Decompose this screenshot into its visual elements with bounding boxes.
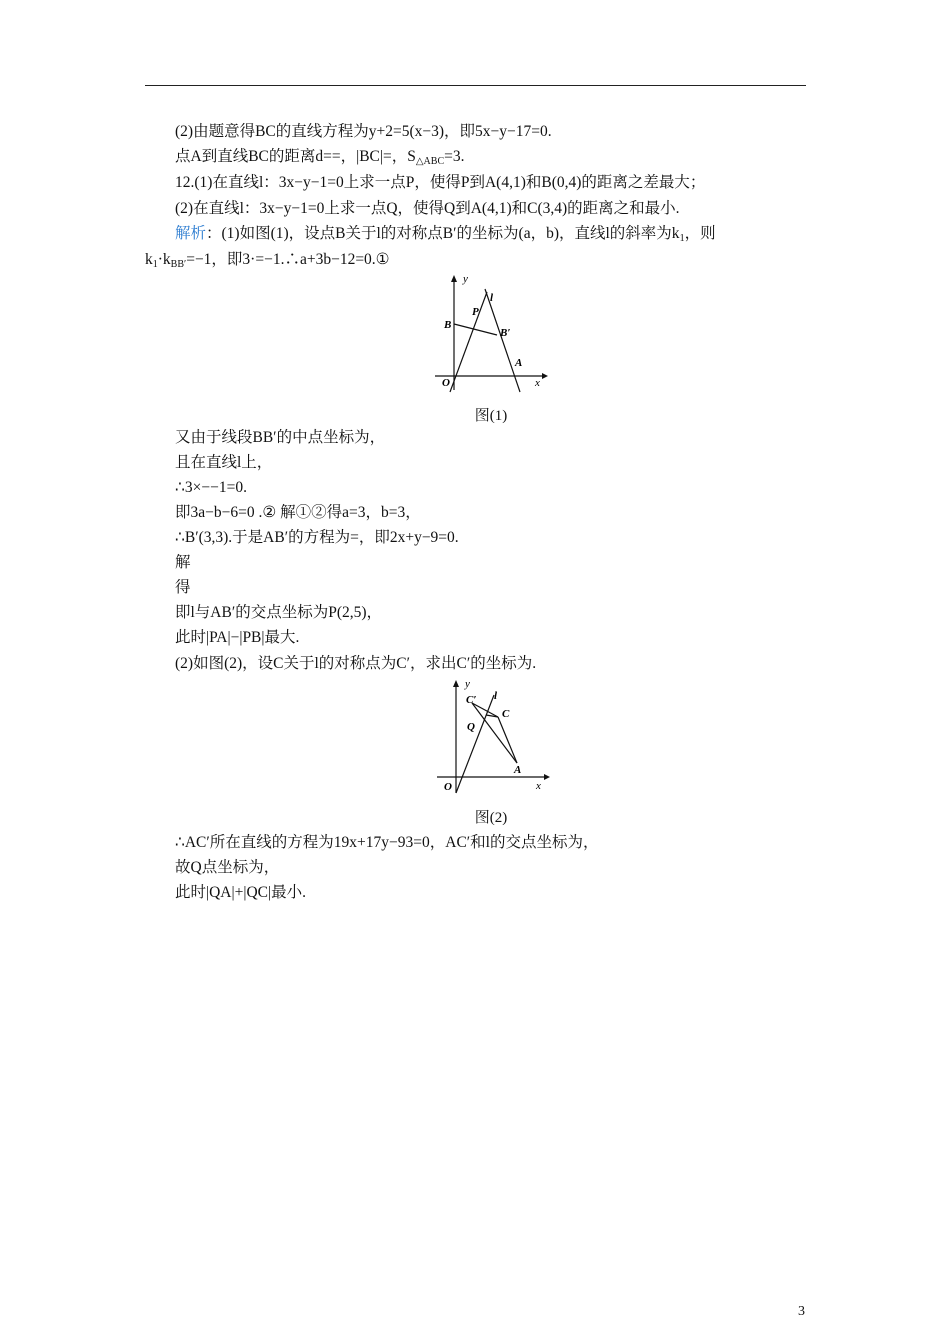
problem-12-part-1: 12.(1)在直线l：3x−y−1=0上求一点P，使得P到A(4,1)和B(0,4)的距离之差最大； — [175, 174, 706, 191]
kbb-subscript: BB′ — [170, 259, 187, 270]
text-line-18: 故Q点坐标为， — [175, 859, 280, 876]
line-l — [456, 695, 494, 793]
k-subscript: 1 — [679, 233, 685, 244]
text-line-10: 即3a−b−6=0 .② 解①②得a=3，b=3， — [175, 504, 421, 521]
point-b-label: B — [444, 319, 452, 331]
text-line-9: ∴3×−−1=0. — [175, 479, 247, 496]
analysis-text-end: ，则 — [684, 225, 716, 242]
line-l-label: l — [490, 292, 494, 304]
x-axis-arrow — [544, 774, 550, 780]
text-line-19: 此时|QA|+|QC|最小. — [175, 884, 306, 901]
text-line-17: ∴AC′所在直线的方程为19x+17y−93=0，AC′和l的交点坐标为， — [175, 834, 599, 851]
point-p-label: P — [472, 306, 479, 318]
text-line-2-b: =3. — [444, 148, 465, 165]
text-line-12: 解 — [175, 554, 191, 571]
text-line-1: (2)由题意得BC的直线方程为y+2=5(x−3)，即5x−y−17=0. — [175, 123, 552, 140]
text-line-2 — [175, 147, 465, 169]
line-l — [450, 292, 487, 392]
x-axis-label: x — [536, 780, 541, 792]
figure-1-caption: 图(1) — [474, 408, 508, 424]
text-line-7: 又由于线段BB′的中点坐标为， — [175, 429, 386, 446]
origin-label: O — [444, 781, 452, 793]
text-line-2-a: 点A到直线BC的距离d==，|BC|=，S — [175, 148, 416, 165]
text-line-11: ∴B′(3,3).于是AB′的方程为=，即2x+y−9=0. — [175, 529, 459, 546]
segment-bb-prime — [454, 324, 497, 335]
line-l-label: l — [494, 690, 498, 702]
y-axis-arrow — [453, 680, 459, 687]
x-axis-label: x — [535, 377, 540, 389]
point-q-label: Q — [467, 721, 475, 733]
point-b-prime-label: B′ — [500, 327, 511, 339]
k-symbol: k — [145, 251, 153, 268]
analysis-text: ：(1)如图(1)，设点B关于l的对称点B′的坐标为(a，b)，直线l的斜率为k — [206, 225, 680, 242]
k-product: ·k — [157, 251, 171, 268]
point-a-label: A — [514, 764, 522, 776]
analysis-line-1 — [175, 224, 716, 246]
x-axis-arrow — [542, 373, 548, 379]
text-line-15: 此时|PA|−|PB|最大. — [175, 629, 300, 646]
point-c-prime-label: C′ — [466, 694, 477, 706]
point-c-label: C — [502, 708, 510, 720]
y-axis-arrow — [451, 275, 457, 282]
header-rule — [145, 85, 806, 86]
y-axis-label: y — [465, 678, 470, 690]
point-a-label: A — [515, 357, 523, 369]
analysis-line-2-end: =−1，即3·=−1.∴a+3b−12=0.① — [186, 251, 390, 268]
triangle-subscript: △ABC — [415, 156, 445, 167]
text-line-13: 得 — [175, 579, 191, 596]
text-line-14: 即l与AB′的交点坐标为P(2,5)， — [175, 604, 383, 621]
y-axis-label: y — [463, 273, 468, 285]
analysis-line-2 — [145, 250, 390, 272]
origin-label: O — [442, 377, 450, 389]
figure-1-diagram — [430, 272, 550, 400]
figure-2-caption: 图(2) — [474, 810, 508, 826]
problem-12-part-2: (2)在直线l：3x−y−1=0上求一点Q，使得Q到A(4,1)和C(3,4)的距离之和最小. — [175, 200, 680, 217]
text-line-8: 且在直线l上， — [175, 454, 273, 471]
text-line-16: (2)如图(2)，设C关于l的对称点为C′，求出C′的坐标为. — [175, 655, 537, 672]
figure-2-diagram — [432, 677, 552, 801]
segment-ca — [498, 717, 517, 763]
k1-subscript: 1 — [152, 259, 158, 270]
page-number: 3 — [798, 1304, 805, 1319]
analysis-label: 解析 — [175, 225, 207, 242]
